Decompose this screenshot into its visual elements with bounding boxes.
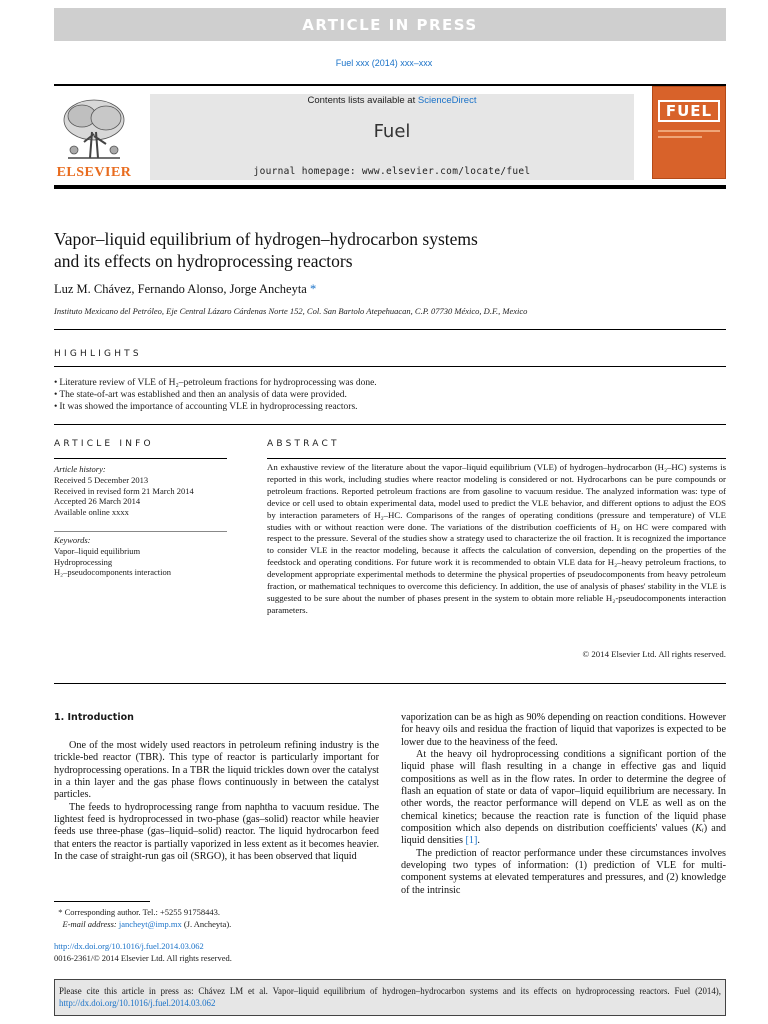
section-rule [54, 683, 726, 684]
email-link[interactable]: jancheyt@imp.mx [118, 919, 182, 929]
distribution-coefficient-symbol: Kᵢ [695, 823, 704, 835]
issn-line: 0016-2361/© 2014 Elsevier Ltd. All rights reserved. [54, 953, 232, 963]
keyword: Vapor–liquid equilibrium [54, 545, 141, 556]
section-rule [54, 329, 726, 330]
abstract-copyright: © 2014 Elsevier Ltd. All rights reserved. [582, 649, 726, 659]
highlight-item: • It was showed the importance of accounting VLE in hydroprocessing reactors. [54, 401, 726, 413]
article-history [54, 464, 227, 518]
journal-reference[interactable]: Fuel xxx (2014) xxx–xxx [335, 58, 433, 68]
sciencedirect-link[interactable]: ScienceDirect [417, 95, 477, 106]
keywords-block [54, 535, 227, 578]
footnote-mark: * [58, 907, 63, 917]
author-list [54, 282, 654, 297]
contents-line [150, 95, 634, 106]
contents-prefix: Contents lists available at [307, 95, 418, 106]
citation-text: Please cite this article in press as: Chávez LM et al. Vapor–liquid equilibrium of hydrogen–hydrocarbon systems and its effects on hydroprocessing reactors. Fuel (2014), [59, 986, 721, 996]
cover-title: FUEL [658, 100, 720, 122]
history-label: Article history: [54, 464, 106, 474]
paragraph-text: . [477, 835, 480, 847]
footnote-rule [54, 901, 150, 902]
article-title-line: Vapor–liquid equilibrium of hydrogen–hydrocarbon systems [54, 229, 478, 249]
cover-stripe [658, 136, 702, 138]
highlight-item: • The state-of-art was established and then an analysis of data were provided. [54, 389, 726, 401]
highlight-item: • Literature review of VLE of H₂–petroleum fractions for hydroprocessing was done. [54, 377, 726, 389]
paragraph-text: ) and liquid densities [401, 823, 727, 847]
email-label: E-mail address: [62, 919, 119, 929]
corresponding-author-note [54, 906, 379, 918]
journal-name: Fuel [373, 121, 411, 142]
corresponding-author-text: Corresponding author. Tel.: +5255 91758443. [64, 907, 221, 917]
introduction-heading: 1. Introduction [54, 712, 134, 723]
received-date: Received 5 December 2013 [54, 474, 149, 485]
article-info-rule [54, 458, 227, 459]
keyword: Hydroprocessing [54, 556, 113, 567]
reference-link[interactable]: [1] [465, 835, 478, 847]
section-rule [54, 424, 726, 425]
online-date: Available online xxxx [54, 507, 129, 518]
citation-doi-link[interactable]: http://dx.doi.org/10.1016/j.fuel.2014.03.062 [59, 998, 216, 1009]
accepted-date: Accepted 26 March 2014 [54, 496, 141, 507]
body-paragraph: The prediction of reactor performance under these circumstances involves developing two types of information: (1) prediction of VLE for multi-component systems at elevated temperatures and pressures, and (2) knowledge of the intrinsic [401, 847, 726, 896]
citation-box [54, 979, 726, 1016]
highlights-heading: HIGHLIGHTS [54, 349, 142, 359]
abstract-rule [267, 458, 726, 459]
journal-homepage[interactable]: journal homepage: www.elsevier.com/locate/fuel [253, 166, 531, 177]
doi-block [54, 940, 379, 964]
cover-stripe [658, 130, 720, 132]
masthead-top-rule [54, 84, 726, 86]
abstract-heading: ABSTRACT [267, 439, 340, 449]
footnote [54, 906, 379, 930]
doi-link[interactable]: http://dx.doi.org/10.1016/j.fuel.2014.03.062 [54, 941, 204, 951]
authors-text: Luz M. Chávez, Fernando Alonso, Jorge Ancheyta [54, 282, 307, 296]
article-title [54, 228, 654, 272]
keywords-rule [54, 531, 227, 532]
email-line [54, 918, 379, 930]
body-paragraph: vaporization can be as high as 90% depending on reaction conditions. However for heavy oils and residua the fraction of liquid that vaporizes is expected to be lower due to the heaviness of the feed. [401, 712, 726, 748]
corresponding-author-mark[interactable]: * [309, 282, 317, 296]
body-paragraph: One of the most widely used reactors in petroleum refining industry is the trickle-bed reactor (TBR). This type of reactor is particularly important for hydroprocessing operations. In a TBR the liquid trickles down over the catalyst in a thin layer and the gas phase flows continuously in between the catalyst particles. [54, 740, 379, 801]
affiliation: Instituto Mexicano del Petróleo, Eje Central Lázaro Cárdenas Norte 152, Col. San Bartolo Atepehuacan, C.P. 07730 México, D.F., Mexico [54, 306, 528, 316]
body-column-right [401, 712, 726, 897]
body-paragraph: The feeds to hydroprocessing range from naphtha to vacuum residue. The lightest feed is hydroprocessed in two-phase (gas–solid) reactor while heavier feeds use three-phase (gas–liquid–solid) reactor. The liquid hydrocarbon feed that enters the reactor is partially vaporized in less extent as it becomes heavier. In the case of straight-run gas oil (SRGO), it has been observed that liquid [54, 801, 379, 863]
revised-date: Received in revised form 21 March 2014 [54, 485, 194, 496]
body-paragraph [401, 749, 726, 848]
highlights-rule [54, 366, 726, 367]
article-in-press-banner: ARTICLE IN PRESS [54, 8, 726, 41]
keywords-label: Keywords: [54, 535, 91, 545]
paragraph-text: At the heavy oil hydroprocessing conditions a significant portion of the liquid phase will flash resulting in a change in effective gas and liquid compositions as well as in the flow rates. In order to determine the degree of flash an equation of state or data of vapor–liquid equilibrium are necessary. In other words, the reactor performance will depend on VLE as well as on the chemical kinetics; because the reaction rate is function of the liquid phase composition which also depends on distribution coefficients' values ( [401, 749, 726, 835]
body-column-left [54, 740, 379, 863]
highlights-list [54, 377, 726, 413]
article-info-heading: ARTICLE INFO [54, 439, 154, 449]
keyword: H₂–pseudocomponents interaction [54, 567, 171, 578]
publisher-name: ELSEVIER [56, 165, 132, 180]
abstract-text: An exhaustive review of the literature about the vapor–liquid equilibrium (VLE) of hydrogen–hydrocarbon (H₂–HC) systems is reported in this work, including studies where reactor modeling is considered or not. Hydrocarbons can be pure compounds or petroleum fractions. Reported petroleum fractions are from gasoline to vacuum residue. The analyzed information was: type of device or cell used to obtain experimental data, model used to predict the VLE behavior, and different options to adjust the EOS by interaction parameters of H₂–HC. Comparisons of the ranges of operating conditions (pressure and temperature) of VLE studies with or without reaction were done. The variations of the distribution coefficients of H₂ on HC were compared with respect to the pressure. Several of the studies show a strategy used to characterize the oil fraction. It is recognized the importance to consider VLE in the reactor modeling, because it affects the calculation of conversion, depending on the properties of the feedstock and operating conditions. For future work it is recommended to obtain VLE data for H₂–heavy petroleum fractions, to development appropriate experimental methods to determine the physical properties of pseudocomponents from heavy petroleum fraction, or mathematical techniques to overcome this deficiency. In addition, the use of analysis of phases' stability in the VLE is suggested to be sure about the number of phases present in the system to obtain more reliable H₂-pseudocomponents interaction parameters. [267, 462, 726, 615]
masthead-bottom-rule [54, 185, 726, 189]
article-title-line: and its effects on hydroprocessing reactors [54, 251, 353, 271]
email-suffix: (J. Ancheyta). [181, 919, 232, 929]
